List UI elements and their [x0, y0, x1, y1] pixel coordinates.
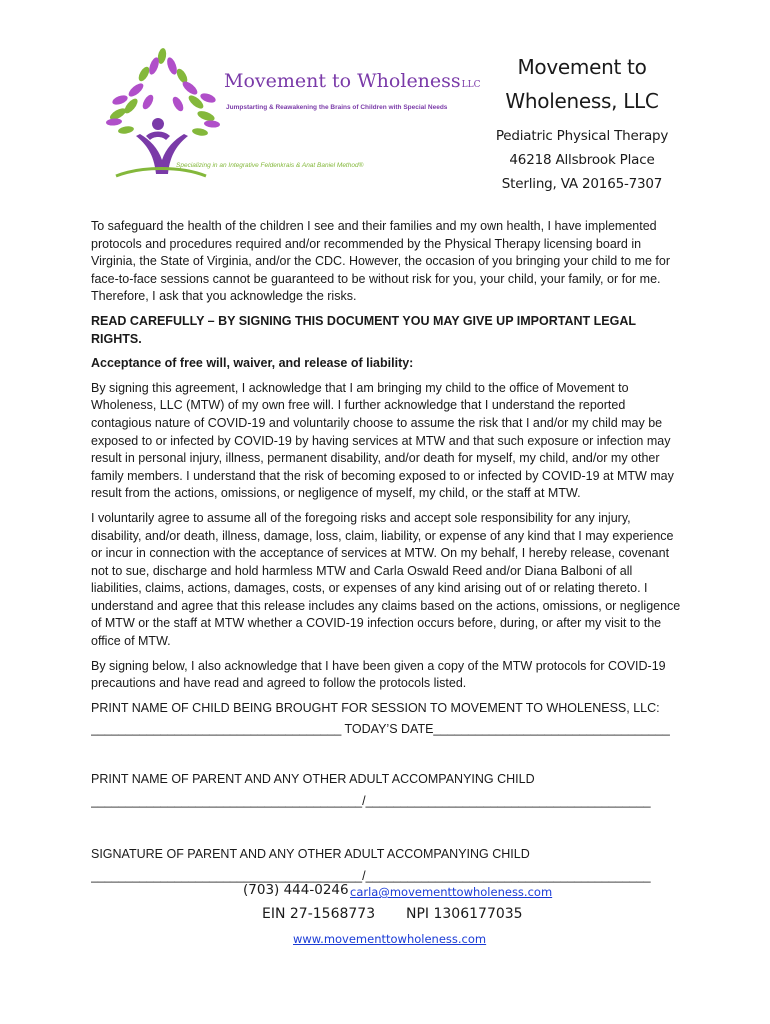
phone-number: (703) 444-0246 [243, 882, 349, 898]
company-name-line1: Movement to [517, 55, 647, 79]
protocols-paragraph: By signing below, I also acknowledge that I have been given a copy of the MTW protocols for COVID-19 precautions and have read and agreed to follow the protocols listed. [91, 658, 666, 691]
email-link[interactable]: carla@movementtowholeness.com [350, 885, 553, 899]
website-link[interactable]: www.movementtowholeness.com [293, 932, 487, 946]
child-name-label: PRINT NAME OF CHILD BEING BROUGHT FOR SESSION TO MOVEMENT TO WHOLENESS, LLC: [91, 700, 660, 715]
intro-paragraph: To safeguard the health of the children I see and their families and my own health, I have implemented protocols and procedures required and/or recommended by the Physical Therapy licensing board in Virginia, the State of Virginia, and/or the CDC. However, the occasion of you bringing your child to me for face-to-face sessions cannot be guaranteed to be without risk for you, your child, your family, or for me. Therefore, I ask that you acknowledge the risks. [91, 219, 671, 304]
ein-number: EIN 27-1568773 [262, 906, 376, 922]
signature-line[interactable]: _______________________________________/_________________________________________ [91, 868, 651, 883]
company-header [492, 50, 672, 196]
parent-name-line[interactable]: _______________________________________/_________________________________________ [91, 793, 651, 808]
npi-number: NPI 1306177035 [406, 906, 523, 922]
company-logo [96, 44, 486, 184]
logo-tagline: Jumpstarting & Reawakening the Brains of Children with Special Needs [226, 104, 448, 111]
street-address: 46218 Allsbrook Place [509, 152, 655, 168]
legal-warning: READ CAREFULLY – BY SIGNING THIS DOCUMENT YOU MAY GIVE UP IMPORTANT LEGAL RIGHTS. [91, 313, 636, 346]
document-body [91, 218, 681, 885]
company-name-line2: Wholeness, LLC [505, 89, 659, 113]
logo-wordmark: Movement to WholenessLLC [224, 70, 481, 92]
signature-label: SIGNATURE OF PARENT AND ANY OTHER ADULT ACCOMPANYING CHILD [91, 847, 530, 862]
assumption-paragraph: By signing this agreement, I acknowledge that I am bringing my child to the office of Movement to Wholeness, LLC (MTW) of my own free will. I further acknowledge that I understand the reported contagious nature of COVID-19 and voluntarily choose to assume the risk that I and/or my child may be exposed to or infected by COVID-19 by having services at MTW and that such exposure or infection may result in personal injury, illness, permanent disability, and/or death for myself, my child, and/or my other family members. I understand that the risk of becoming exposed to or infected by COVID-19 at MTW may result from the actions, omissions, or negligence of myself, my child, or the staff at MTW. [91, 380, 674, 501]
city-address: Sterling, VA 20165-7307 [501, 176, 663, 192]
logo-specialty: Specializing in an Integrative Feldenkrais & Anat Baniel Method® [176, 162, 364, 169]
release-paragraph: I voluntarily agree to assume all of the foregoing risks and accept sole responsibility for any injury, disability, and/or death, illness, damage, loss, claim, liability, or expense of any kind that I may experience or incur in connection with the acceptance of services at MTW. On my behalf, I hereby release, covenant not to sue, discharge and hold harmless MTW and Carla Oswald Reed and/or Diana Balboni of all liabilities, claims, actions, damages, costs, or expenses of any kind arising out of or relating thereto. I understand and agree that this release includes any claims based on the actions, omissions, or negligence of MTW or the staff at MTW whether a COVID-19 infection occurs before, during, or after my visit to the office of MTW. [91, 510, 681, 649]
parent-name-label: PRINT NAME OF PARENT AND ANY OTHER ADULT ACCOMPANYING CHILD [91, 772, 535, 787]
service-line: Pediatric Physical Therapy [495, 128, 669, 144]
acceptance-heading: Acceptance of free will, waiver, and release of liability: [91, 356, 414, 371]
child-name-date-line[interactable]: ____________________________________ TODAY’S DATE__________________________________ [91, 722, 670, 737]
